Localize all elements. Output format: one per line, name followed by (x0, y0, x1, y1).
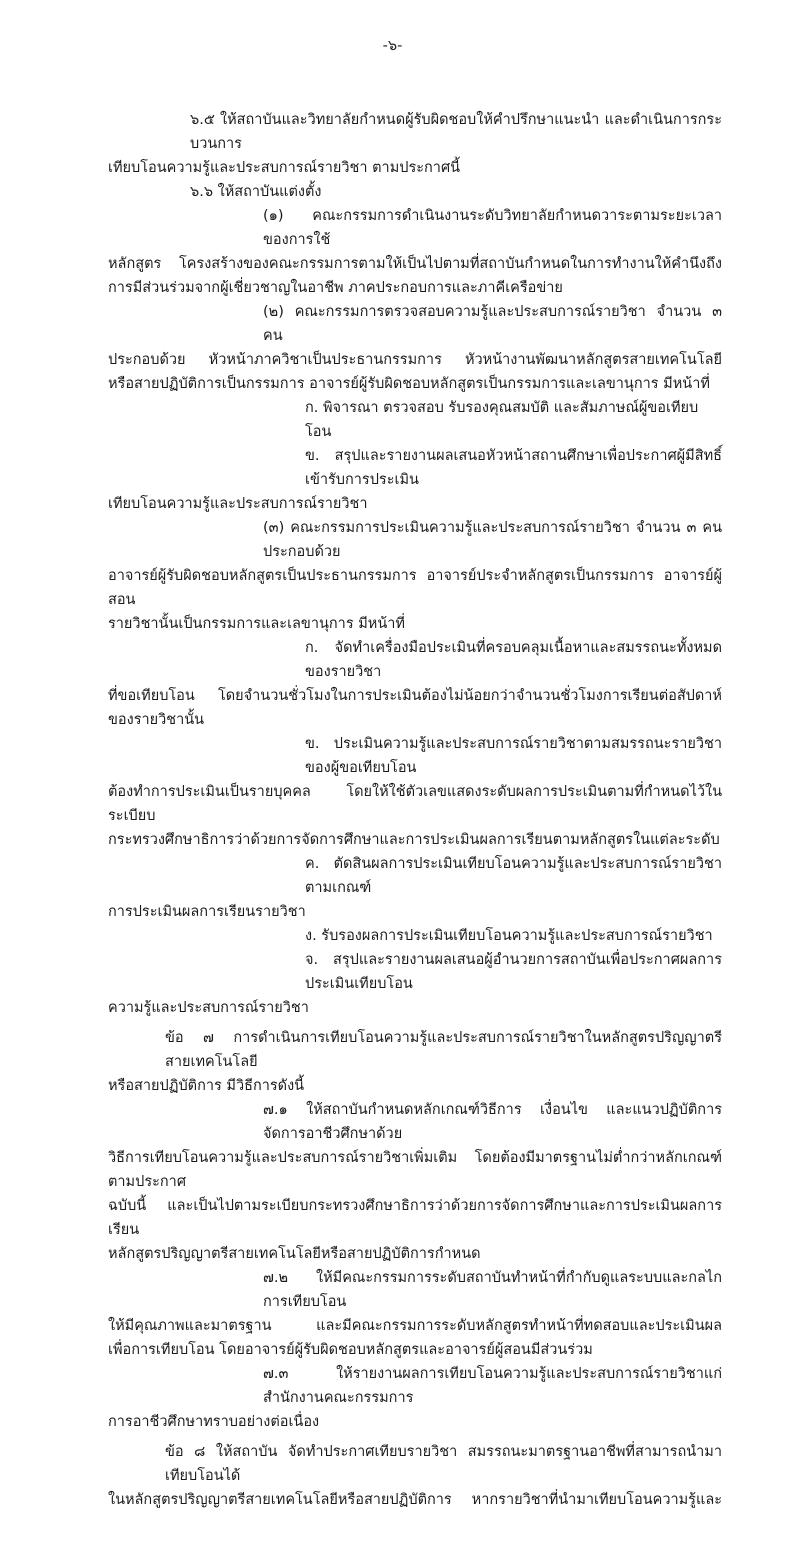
text-line: เทียบโอนความรู้และประสบการณ์รายวิชา ตามประกาศนี้ (108, 160, 461, 176)
page-number: -๖- (382, 38, 403, 54)
text-line: หรือสายปฏิบัติการ มีวิธีการดังนี้ (108, 1078, 305, 1094)
text-line: ในหลักสูตรปริญญาตรีสายเทคโนโลยีหรือสายปฏิบัติการ หากรายวิชาที่นำมาเทียบโอนความรู้และ (108, 1492, 722, 1508)
text-line: อาจารย์ผู้รับผิดชอบหลักสูตรเป็นประธานกรรมการ อาจารย์ประจำหลักสูตรเป็นกรรมการ อาจารย์ผู้สอน (108, 568, 722, 608)
text-line: เทียบโอนความรู้และประสบการณ์รายวิชา (108, 496, 368, 512)
text-line: วิธีการเทียบโอนความรู้และประสบการณ์รายวิชาเพิ่มเติม โดยต้องมีมาตรฐานไม่ต่ำกว่าหลักเกณฑ์ตามประกาศ (108, 1150, 722, 1190)
text-line: หลักสูตรปริญญาตรีสายเทคโนโลยีหรือสายปฏิบัติการกำหนด (108, 1246, 481, 1262)
text-line: รายวิชานั้นเป็นกรรมการและเลขานุการ มีหน้าที่ (108, 616, 405, 632)
text-line: กระทรวงศึกษาธิการว่าด้วยการจัดการศึกษาและการประเมินผลการเรียนตามหลักสูตรในแต่ละระดับ (108, 832, 720, 848)
text-line: จ. สรุปและรายงานผลเสนอผู้อำนวยการสถาบันเพื่อประกาศผลการประเมินเทียบโอน (305, 952, 722, 992)
text-line: ต้องทำการประเมินเป็นรายบุคคล โดยให้ใช้ตัวเลขแสดงระดับผลการประเมินตามที่กำหนดไว้ในระเบียบ (108, 784, 722, 824)
text-line: ข้อ ๘ ให้สถาบัน จัดทำประกาศเทียบรายวิชา สมรรถนะมาตรฐานอาชีพที่สามารถนำมาเทียบโอนได้ (165, 1444, 722, 1484)
text-line: ข. สรุปและรายงานผลเสนอหัวหน้าสถานศึกษาเพื่อประกาศผู้มีสิทธิ์เข้ารับการประเมิน (305, 448, 722, 488)
text-line: หลักสูตร โครงสร้างของคณะกรรมการตามให้เป็นไปตามที่สถาบันกำหนดในการทำงานให้คำนึงถึง (108, 256, 722, 272)
text-line: ความรู้และประสบการณ์รายวิชา (108, 1000, 309, 1016)
text-line: การอาชีวศึกษาทราบอย่างต่อเนื่อง (108, 1414, 320, 1430)
text-line: การประเมินผลการเรียนรายวิชา (108, 904, 306, 920)
text-line: ฉบับนี้ และเป็นไปตามระเบียบกระทรวงศึกษาธิการว่าด้วยการจัดการศึกษาและการประเมินผลการเรียน (108, 1198, 722, 1238)
text-line: ก. จัดทำเครื่องมือประเมินที่ครอบคลุมเนื้อหาและสมรรถนะทั้งหมดของรายวิชา (305, 640, 722, 680)
text-line: ง. รับรองผลการประเมินเทียบโอนความรู้และประสบการณ์รายวิชา (305, 928, 713, 944)
text-line: ๖.๖ ให้สถาบันแต่งตั้ง (190, 184, 322, 200)
text-line: ประกอบด้วย หัวหน้าภาควิชาเป็นประธานกรรมการ หัวหน้างานพัฒนาหลักสูตรสายเทคโนโลยี (108, 352, 722, 368)
text-line: ให้มีคุณภาพและมาตรฐาน และมีคณะกรรมการระดับหลักสูตรทำหน้าที่ทดสอบและประเมินผล (108, 1318, 722, 1334)
text-line: ข. ประเมินความรู้และประสบการณ์รายวิชาตามสมรรถนะรายวิชาของผู้ขอเทียบโอน (305, 736, 722, 776)
text-line: ค. ตัดสินผลการประเมินเทียบโอนความรู้และประสบการณ์รายวิชาตามเกณฑ์ (305, 856, 722, 896)
document-body (108, 108, 722, 1512)
text-line: ข้อ ๗ การดำเนินการเทียบโอนความรู้และประสบการณ์รายวิชาในหลักสูตรปริญญาตรี สายเทคโนโลยี (165, 1030, 722, 1070)
text-line: เพื่อการเทียบโอน โดยอาจารย์ผู้รับผิดชอบหลักสูตรและอาจารย์ผู้สอนมีส่วนร่วม (108, 1342, 593, 1358)
text-line: การมีส่วนร่วมจากผู้เชี่ยวชาญในอาชีพ ภาคประกอบการและภาคีเครือข่าย (108, 280, 563, 296)
text-line: ๖.๕ ให้สถาบันและวิทยาลัยกำหนดผู้รับผิดชอบให้คำปรึกษาแนะนำ และดำเนินการกระบวนการ (190, 112, 722, 152)
text-line: (๑) คณะกรรมการดำเนินงานระดับวิทยาลัยกำหนดวาระตามระยะเวลาของการใช้ (263, 208, 722, 248)
text-line: ๗.๓ ให้รายงานผลการเทียบโอนความรู้และประสบการณ์รายวิชาแก่สำนักงานคณะกรรมการ (263, 1366, 722, 1406)
text-line: (๓) คณะกรรมการประเมินความรู้และประสบการณ์รายวิชา จำนวน ๓ คน ประกอบด้วย (263, 520, 722, 560)
text-line: ๗.๑ ให้สถาบันกำหนดหลักเกณฑ์วิธีการ เงื่อนไข และแนวปฏิบัติการจัดการอาชีวศึกษาด้วย (263, 1102, 722, 1142)
text-line: หรือสายปฏิบัติการเป็นกรรมการ อาจารย์ผู้รับผิดชอบหลักสูตรเป็นกรรมการและเลขานุการ มีหน้าที่ (108, 376, 710, 392)
text-line: (๒) คณะกรรมการตรวจสอบความรู้และประสบการณ์รายวิชา จำนวน ๓ คน (263, 304, 722, 344)
text-line: ก. พิจารณา ตรวจสอบ รับรองคุณสมบัติ และสัมภาษณ์ผู้ขอเทียบโอน (305, 400, 699, 440)
text-line: ๗.๒ ให้มีคณะกรรมการระดับสถาบันทำหน้าที่กำกับดูแลระบบและกลไกการเทียบโอน (263, 1270, 722, 1310)
text-line: ที่ขอเทียบโอน โดยจำนวนชั่วโมงในการประเมินต้องไม่น้อยกว่าจำนวนชั่วโมงการเรียนต่อสัปดาห์ของรายวิชานั้น (108, 688, 722, 728)
